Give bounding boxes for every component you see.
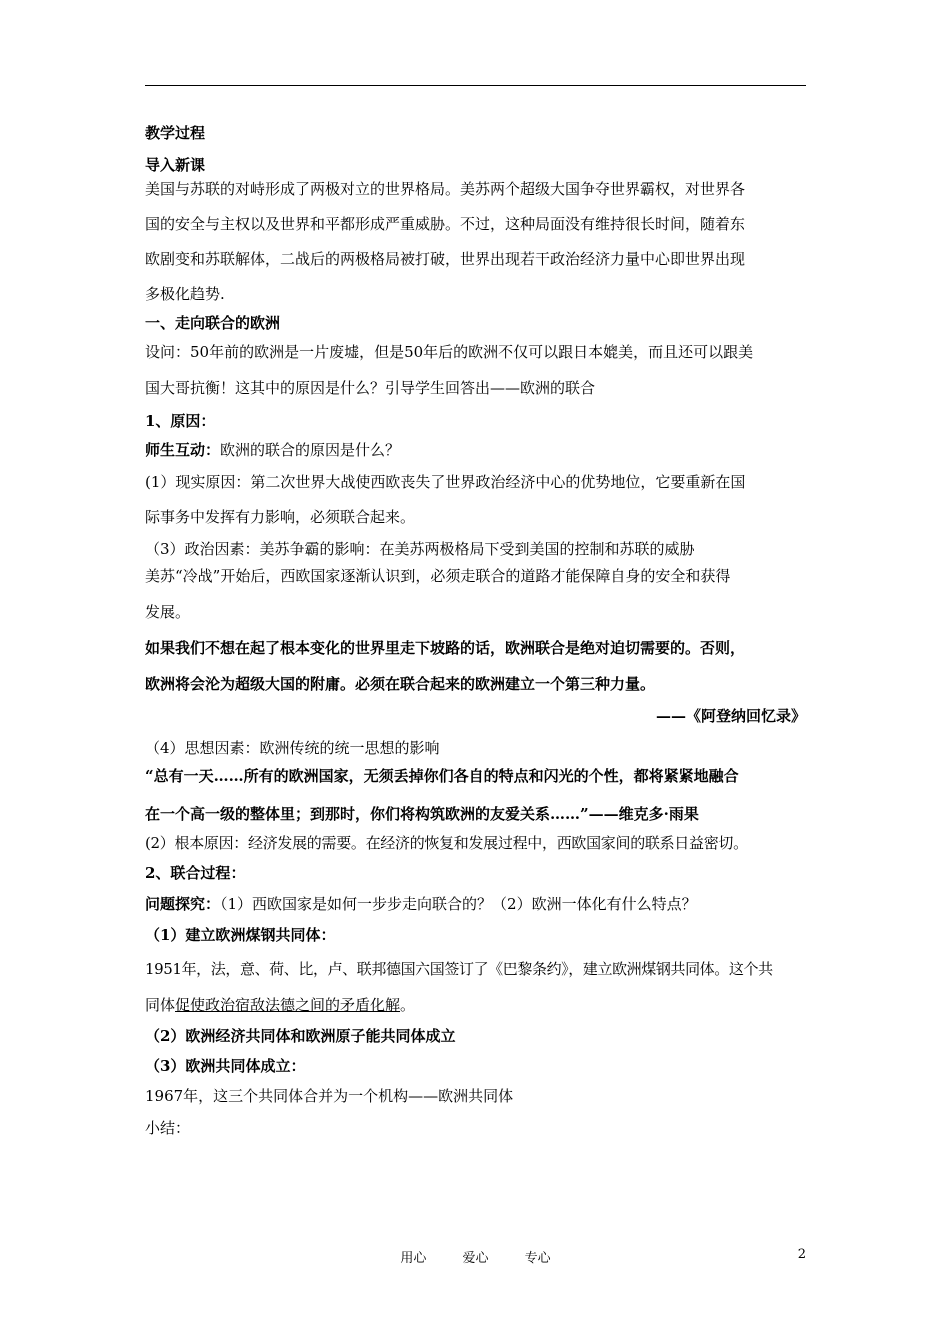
step1-heading: （1）建立欧洲煤钢共同体： [145, 926, 336, 944]
step1-line [145, 994, 806, 1025]
heading-process: 2、联合过程： [145, 864, 246, 882]
intro-line: 多极化趋势. [145, 285, 225, 303]
question-line: 设问：50年前的欧洲是一片废墟，但是50年后的欧洲不仅可以跟日本媲美，而且还可以跟美 [145, 343, 754, 361]
intro-line: 欧剧变和苏联解体，二战后的两极格局被打破，世界出现若干政治经济力量中心即世界出现 [145, 250, 746, 268]
quote2-block [145, 765, 806, 832]
intro-paragraph [145, 178, 806, 312]
explore-line [145, 893, 806, 924]
footer-item: 爱心 [462, 1251, 489, 1266]
page-number: 2 [797, 1247, 806, 1262]
coldwar-line: 美苏“冷战”开始后，西欧国家逐渐认识到，必须走联合的道路才能保障自身的安全和获得 [145, 567, 731, 585]
coldwar-line: 发展。 [145, 603, 191, 621]
interaction-text: 欧洲的联合的原因是什么？ [220, 441, 401, 459]
reason4-line: （4）思想因素：欧洲传统的统一思想的影响 [145, 739, 440, 757]
heading-main: 教学过程 [145, 124, 206, 142]
summary-label: 小结： [145, 1119, 191, 1137]
footer-motto [145, 1247, 806, 1266]
step1-prefix: 同体 [145, 996, 176, 1014]
intro-line: 国的安全与主权以及世界和平都形成严重威胁。不过，这种局面没有维持很长时间，随着东 [145, 215, 746, 233]
heading-reason: 1、原因： [145, 412, 216, 430]
quote1-block [145, 637, 806, 737]
heading-intro: 导入新课 [145, 156, 206, 174]
coldwar-paragraph [145, 565, 806, 637]
question-paragraph [145, 341, 806, 410]
explore-label: 问题探究： [145, 895, 221, 913]
step1-suffix: 。 [400, 996, 416, 1014]
reason1-line: (1）现实原因：第二次世界大战使西欧丧失了世界政治经济中心的优势地位，它要重新在国 [145, 473, 746, 491]
document-body [145, 122, 806, 1147]
step1-paragraph [145, 958, 806, 1025]
header-rule [145, 85, 806, 86]
footer-item: 用心 [400, 1251, 427, 1266]
interaction-label: 师生互动： [145, 441, 221, 459]
quote2-line: “总有一天……所有的欧洲国家，无须丢掉你们各自的特点和闪光的个性，都将紧紧地融合 [145, 767, 739, 785]
step1-underlined: 促使政治宿敌法德之间的矛盾化解 [175, 996, 401, 1014]
quote1-line: 欧洲将会沦为超级大国的附庸。必须在联合起来的欧洲建立一个第三种力量。 [145, 675, 656, 693]
reason1-line: 际事务中发挥有力影响，必须联合起来。 [145, 508, 416, 526]
step3-heading: （3）欧洲共同体成立： [145, 1057, 306, 1075]
intro-line: 美国与苏联的对峙形成了两极对立的世界格局。美苏两个超级大国争夺世界霸权，对世界各 [145, 180, 746, 198]
quote1-line: 如果我们不想在起了根本变化的世界里走下坡路的话，欧洲联合是绝对迫切需要的。否则， [145, 639, 746, 657]
step3-line: 1967年，这三个共同体合并为一个机构——欧洲共同体 [145, 1087, 514, 1105]
reason3-line: （3）政治因素：美苏争霸的影响：在美苏两极格局下受到美国的控制和苏联的威胁 [145, 540, 695, 558]
step2-heading: （2）欧洲经济共同体和欧洲原子能共同体成立 [145, 1027, 456, 1045]
reason2-line: (2）根本原因：经济发展的需要。在经济的恢复和发展过程中，西欧国家间的联系日益密切。 [145, 834, 748, 852]
reason1-paragraph [145, 471, 806, 538]
explore-text: （1）西欧国家是如何一步步走向联合的？（2）欧洲一体化有什么特点？ [220, 895, 697, 913]
quote1-source: ——《阿登纳回忆录》 [655, 707, 806, 725]
heading-part1: 一、走向联合的欧洲 [145, 314, 281, 332]
quote2-line: 在一个高一级的整体里；到那时，你们将构筑欧洲的友爱关系……”——维克多·雨果 [145, 805, 699, 823]
step1-line: 1951年，法，意、荷、比，卢、联邦德国六国签订了《巴黎条约》，建立欧洲煤钢共同体。这个共 [145, 960, 773, 978]
interaction-line [145, 439, 806, 471]
question-line: 国大哥抗衡！这其中的原因是什么？引导学生回答出——欧洲的联合 [145, 379, 596, 397]
footer-item: 专心 [524, 1251, 551, 1266]
